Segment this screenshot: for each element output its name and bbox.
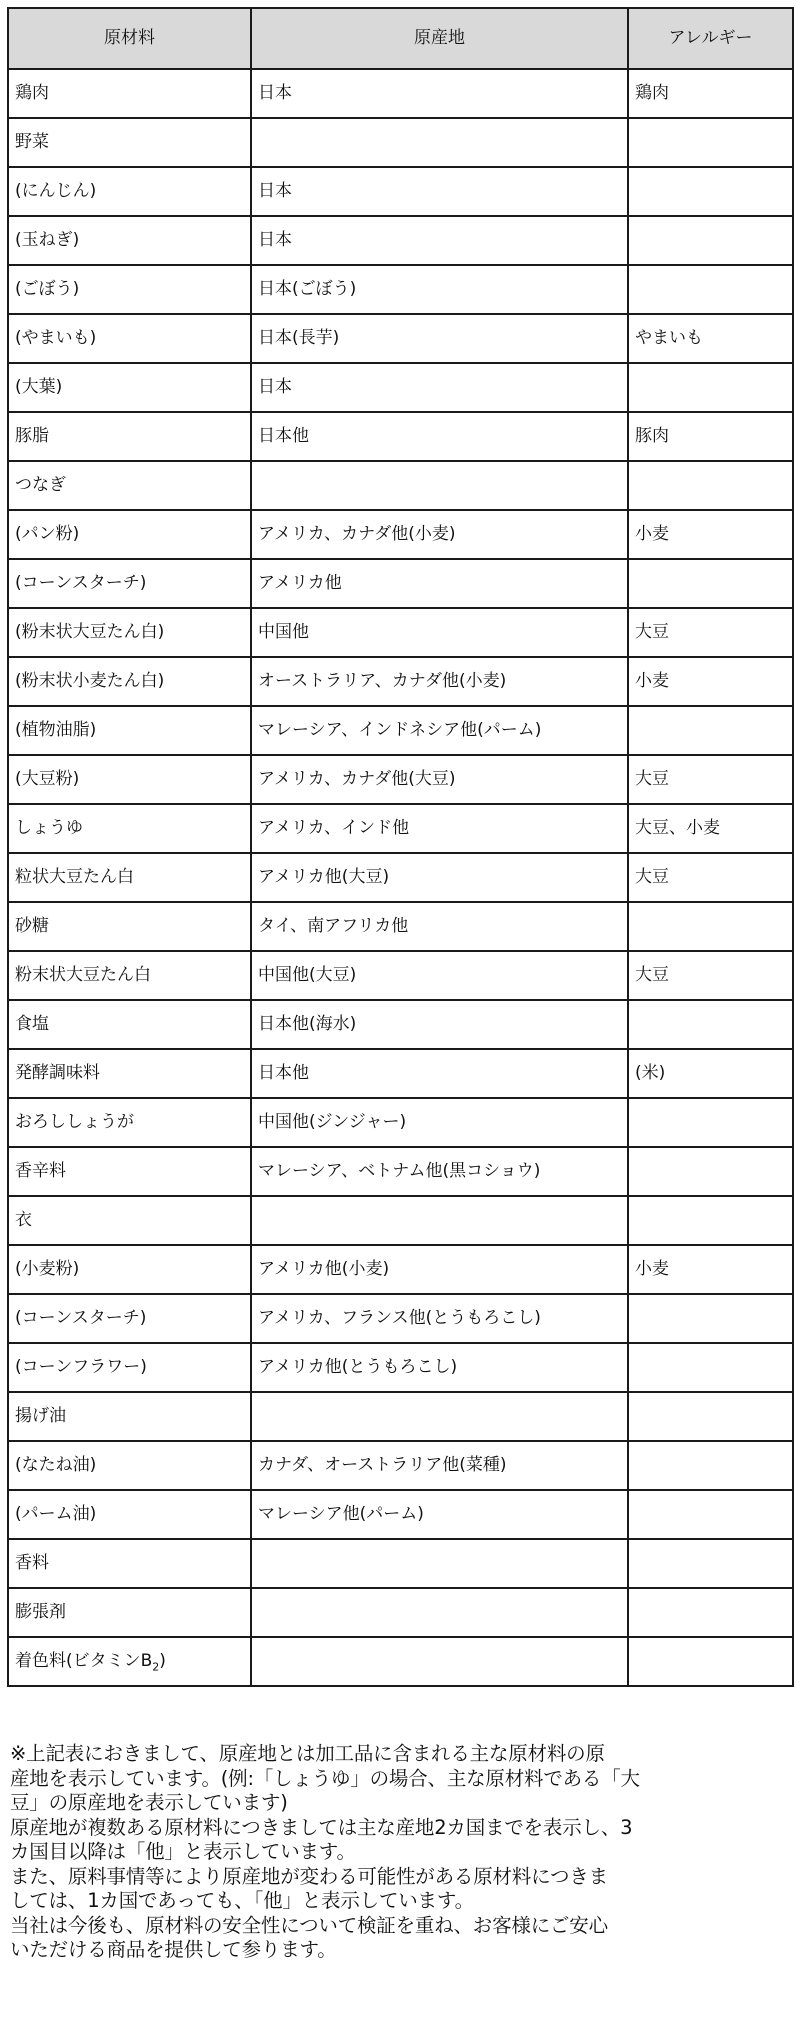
cell-origin: 日本(長芋) — [251, 314, 628, 363]
note-line: 原産地が複数ある原材料につきましては主な産地2カ国までを表示し、3 — [10, 1815, 633, 1839]
cell-allergy — [628, 1294, 793, 1343]
cell-material: (植物油脂) — [8, 706, 251, 755]
cell-origin: 中国他 — [251, 608, 628, 657]
cell-allergy — [628, 559, 793, 608]
note-line: 産地を表示しています。(例:「しょうゆ」の場合、主な原材料である「大 — [10, 1766, 640, 1790]
cell-origin: 中国他(大豆) — [251, 951, 628, 1000]
table-row — [8, 167, 793, 216]
cell-allergy — [628, 1147, 793, 1196]
table-row — [8, 804, 793, 853]
note-line: いただける商品を提供して参ります。 — [10, 1938, 337, 1961]
cell-material: (にんじん) — [8, 167, 251, 216]
table-row — [8, 1392, 793, 1441]
cell-material: 豚脂 — [8, 412, 251, 461]
cell-origin — [251, 1539, 628, 1588]
table-row — [8, 1245, 793, 1294]
cell-allergy — [628, 461, 793, 510]
cell-material-subscript: 2 — [152, 1660, 160, 1674]
cell-origin — [251, 1196, 628, 1245]
cell-material: (なたね油) — [8, 1441, 251, 1490]
header-origin: 原産地 — [251, 8, 628, 69]
cell-origin: マレーシア、インドネシア他(パーム) — [251, 706, 628, 755]
cell-origin: 日本他 — [251, 412, 628, 461]
table-row — [8, 1539, 793, 1588]
cell-material: (大豆粉) — [8, 755, 251, 804]
cell-origin: 日本 — [251, 363, 628, 412]
table-row — [8, 216, 793, 265]
cell-allergy — [628, 1098, 793, 1147]
cell-origin: アメリカ他(小麦) — [251, 1245, 628, 1294]
cell-allergy — [628, 1441, 793, 1490]
cell-allergy — [628, 902, 793, 951]
cell-allergy: やまいも — [628, 314, 793, 363]
cell-allergy — [628, 1343, 793, 1392]
cell-material: (大葉) — [8, 363, 251, 412]
table-row — [8, 559, 793, 608]
cell-origin: タイ、南アフリカ他 — [251, 902, 628, 951]
note-line: カ国目以降は「他」と表示しています。 — [10, 1840, 356, 1863]
cell-origin: 日本他 — [251, 1049, 628, 1098]
cell-origin: 中国他(ジンジャー) — [251, 1098, 628, 1147]
cell-allergy — [628, 1588, 793, 1637]
cell-material: 粉末状大豆たん白 — [8, 951, 251, 1000]
cell-allergy: 大豆 — [628, 951, 793, 1000]
table-row-last — [8, 1637, 793, 1686]
table-row — [8, 657, 793, 706]
cell-material — [8, 1637, 251, 1686]
cell-origin — [251, 1392, 628, 1441]
cell-allergy — [628, 1196, 793, 1245]
cell-allergy: (米) — [628, 1049, 793, 1098]
cell-material: (やまいも) — [8, 314, 251, 363]
cell-material: 鶏肉 — [8, 69, 251, 118]
note-line: ※上記表におきまして、原産地とは加工品に含まれる主な原材料の原 — [10, 1742, 605, 1765]
cell-material: 食塩 — [8, 1000, 251, 1049]
cell-material: 膨張剤 — [8, 1588, 251, 1637]
cell-origin: アメリカ、カナダ他(小麦) — [251, 510, 628, 559]
cell-allergy: 大豆 — [628, 755, 793, 804]
cell-origin: アメリカ、カナダ他(大豆) — [251, 755, 628, 804]
cell-allergy: 小麦 — [628, 510, 793, 559]
cell-origin: アメリカ他(大豆) — [251, 853, 628, 902]
cell-allergy: 小麦 — [628, 1245, 793, 1294]
cell-origin: マレーシア、ベトナム他(黒コショウ) — [251, 1147, 628, 1196]
cell-material: つなぎ — [8, 461, 251, 510]
cell-material: (パーム油) — [8, 1490, 251, 1539]
cell-allergy — [628, 216, 793, 265]
table-row — [8, 853, 793, 902]
cell-material: (ごぼう) — [8, 265, 251, 314]
table-row — [8, 314, 793, 363]
cell-material: (パン粉) — [8, 510, 251, 559]
cell-origin: 日本他(海水) — [251, 1000, 628, 1049]
table-row — [8, 363, 793, 412]
table-row — [8, 118, 793, 167]
table-row — [8, 1098, 793, 1147]
cell-allergy — [628, 167, 793, 216]
cell-material: (玉ねぎ) — [8, 216, 251, 265]
table-row — [8, 510, 793, 559]
table-row — [8, 1441, 793, 1490]
cell-allergy — [628, 1392, 793, 1441]
cell-material: おろししょうが — [8, 1098, 251, 1147]
cell-origin: オーストラリア、カナダ他(小麦) — [251, 657, 628, 706]
cell-origin — [251, 1588, 628, 1637]
table-row — [8, 69, 793, 118]
cell-origin: 日本 — [251, 69, 628, 118]
table-row — [8, 1588, 793, 1637]
cell-allergy: 大豆 — [628, 608, 793, 657]
cell-material: 発酵調味料 — [8, 1049, 251, 1098]
cell-material-close: ) — [159, 1651, 166, 1672]
table-row — [8, 461, 793, 510]
note-line: しては、1カ国であっても、「他」と表示しています。 — [10, 1889, 474, 1912]
table-row — [8, 902, 793, 951]
cell-material: (コーンスターチ) — [8, 1294, 251, 1343]
cell-allergy — [628, 1490, 793, 1539]
footnotes — [10, 1742, 790, 1963]
cell-allergy: 豚肉 — [628, 412, 793, 461]
table-row — [8, 1343, 793, 1392]
table-row — [8, 1049, 793, 1098]
cell-material-text: 着色料(ビタミンB — [15, 1651, 153, 1672]
cell-allergy — [628, 1000, 793, 1049]
table-row — [8, 1000, 793, 1049]
table-row — [8, 608, 793, 657]
note-line: また、原料事情等により原産地が変わる可能性がある原材料につきま — [10, 1864, 608, 1888]
cell-material: 衣 — [8, 1196, 251, 1245]
table-body — [8, 69, 793, 1686]
table-row — [8, 706, 793, 755]
table-row — [8, 755, 793, 804]
cell-material: しょうゆ — [8, 804, 251, 853]
table-row — [8, 412, 793, 461]
header-material: 原材料 — [8, 8, 251, 69]
cell-origin — [251, 1637, 628, 1686]
cell-origin — [251, 461, 628, 510]
table-row — [8, 1490, 793, 1539]
cell-material: (コーンスターチ) — [8, 559, 251, 608]
cell-origin — [251, 118, 628, 167]
cell-origin: カナダ、オーストラリア他(菜種) — [251, 1441, 628, 1490]
table-row — [8, 1196, 793, 1245]
cell-allergy: 小麦 — [628, 657, 793, 706]
table-row — [8, 1147, 793, 1196]
cell-material: 香辛料 — [8, 1147, 251, 1196]
cell-allergy — [628, 1539, 793, 1588]
cell-origin: アメリカ他 — [251, 559, 628, 608]
cell-origin: アメリカ、フランス他(とうもろこし) — [251, 1294, 628, 1343]
note-line: 当社は今後も、原材料の安全性について検証を重ね、お客様にご安心 — [10, 1913, 608, 1937]
cell-material: 野菜 — [8, 118, 251, 167]
cell-allergy — [628, 118, 793, 167]
cell-material: (粉末状大豆たん白) — [8, 608, 251, 657]
cell-material: 砂糖 — [8, 902, 251, 951]
cell-origin: 日本 — [251, 216, 628, 265]
table-row — [8, 1294, 793, 1343]
cell-origin: 日本 — [251, 167, 628, 216]
cell-allergy — [628, 706, 793, 755]
table-row — [8, 265, 793, 314]
header-allergy: アレルギー — [628, 8, 793, 69]
cell-allergy — [628, 1637, 793, 1686]
cell-allergy — [628, 363, 793, 412]
cell-allergy: 大豆 — [628, 853, 793, 902]
table-header-row — [8, 8, 793, 69]
cell-material: (粉末状小麦たん白) — [8, 657, 251, 706]
cell-allergy — [628, 265, 793, 314]
cell-origin: アメリカ、インド他 — [251, 804, 628, 853]
cell-allergy: 鶏肉 — [628, 69, 793, 118]
cell-material: (小麦粉) — [8, 1245, 251, 1294]
cell-origin: アメリカ他(とうもろこし) — [251, 1343, 628, 1392]
table-row — [8, 951, 793, 1000]
note-line: 豆」の原産地を表示しています) — [10, 1791, 288, 1814]
cell-material: 粒状大豆たん白 — [8, 853, 251, 902]
cell-origin: マレーシア他(パーム) — [251, 1490, 628, 1539]
ingredients-table — [7, 7, 794, 1687]
cell-allergy: 大豆、小麦 — [628, 804, 793, 853]
cell-material: 香料 — [8, 1539, 251, 1588]
cell-origin: 日本(ごぼう) — [251, 265, 628, 314]
cell-material: 揚げ油 — [8, 1392, 251, 1441]
cell-material: (コーンフラワー) — [8, 1343, 251, 1392]
